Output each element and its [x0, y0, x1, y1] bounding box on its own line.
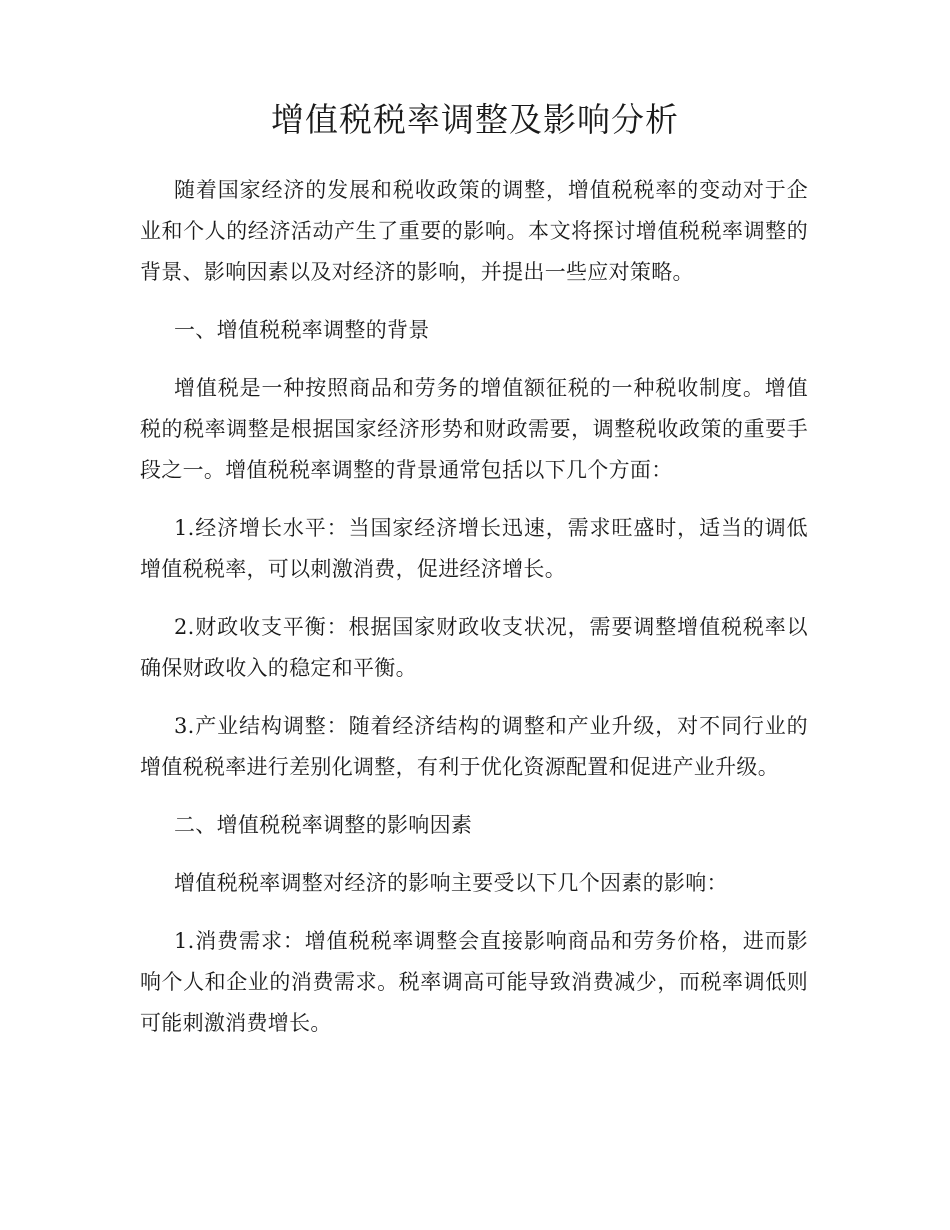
section-heading-factors: 二、增值税税率调整的影响因素: [174, 813, 473, 837]
document-body: [140, 170, 808, 1061]
list-item-economic-growth: 1.经济增长水平：当国家经济增长迅速，需求旺盛时，适当的调低增值税税率，可以刺激消费，促进经济增长。: [140, 516, 808, 581]
list-item-fiscal-balance: 2.财政收支平衡：根据国家财政收支状况，需要调整增值税税率以确保财政收入的稳定和平衡。: [140, 615, 808, 680]
list-item-industrial-structure: 3.产业结构调整：随着经济结构的调整和产业升级，对不同行业的增值税税率进行差别化调整，有利于优化资源配置和促进产业升级。: [140, 714, 808, 779]
list-item-consumer-demand: 1.消费需求：增值税税率调整会直接影响商品和劳务价格，进而影响个人和企业的消费需求。税率调高可能导致消费减少，而税率调低则可能刺激消费增长。: [140, 929, 808, 1035]
section-heading-background: 一、增值税税率调整的背景: [174, 318, 430, 342]
intro-paragraph: 随着国家经济的发展和税收政策的调整，增值税税率的变动对于企业和个人的经济活动产生了重要的影响。本文将探讨增值税税率调整的背景、影响因素以及对经济的影响，并提出一些应对策略。: [140, 178, 808, 284]
document-title: 增值税税率调整及影响分析: [271, 100, 679, 139]
section-paragraph-factors: 增值税税率调整对经济的影响主要受以下几个因素的影响：: [174, 871, 728, 895]
section-paragraph-background: 增值税是一种按照商品和劳务的增值额征税的一种税收制度。增值税的税率调整是根据国家经济形势和财政需要，调整税收政策的重要手段之一。增值税税率调整的背景通常包括以下几个方面：: [140, 376, 808, 482]
